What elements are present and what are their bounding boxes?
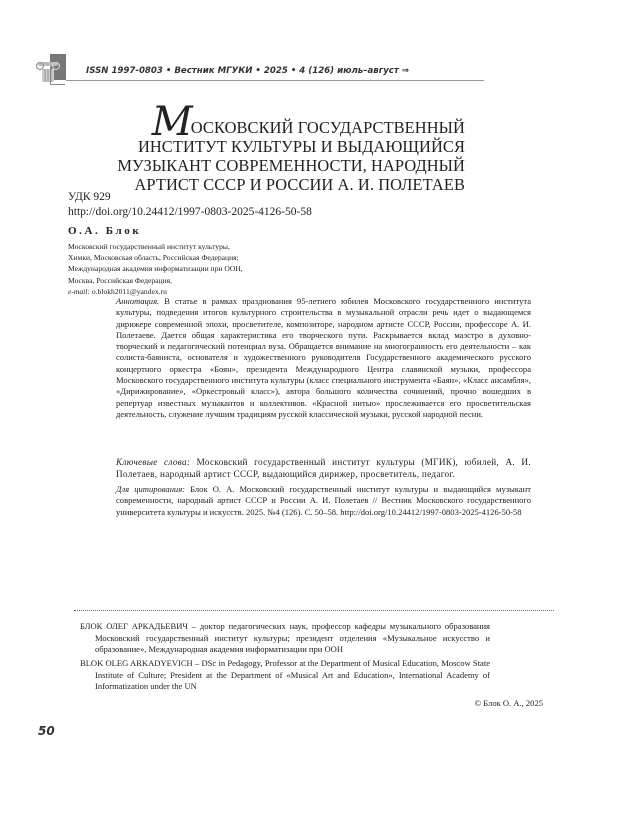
article-title: [117, 99, 465, 194]
affiliation-line: Международная академия информатизации при ООН,: [68, 264, 243, 274]
udk-block: [68, 190, 312, 220]
keywords-text: Московский государственный институт культуры (МГИК), юбилей, А. И. Полетаев, народный артист СССР, выдающийся дирижер, просветитель, педагог.: [116, 457, 531, 479]
keywords-label: Ключевые слова:: [116, 457, 191, 467]
page-number: 50: [38, 724, 55, 738]
author-bio-en: BLOK OLEG ARKADYEVICH – DSc in Pedagogy, Professor at the Department of Musical Education, Moscow State Institute of Culture; President at the Department of «Musical Art and Education», International Academy of Informatization under the UN: [80, 658, 490, 692]
email-label: e-mail:: [68, 286, 90, 296]
udk-code: УДК 929: [68, 191, 111, 203]
author-affiliation: [68, 241, 243, 297]
header-decoration: [50, 66, 65, 85]
title-line: ИНСТИТУТ КУЛЬТУРЫ И ВЫДАЮЩИЙСЯ: [137, 137, 465, 156]
title-line: ОСКОВСКИЙ ГОСУДАРСТВЕННЫЙ: [190, 118, 465, 137]
copyright: © Блок О. А., 2025: [474, 698, 543, 708]
citation-text: Блок О. А. Московский государственный институт культуры и выдающийся музыкант современности, народный артист СССР и России А. И. Полетаев // Вестник Московского государственного университета культуры и искусств. 2025. №4 (126). С. 50–58. http://doi.org/10.24412/1997-0803-2025-4126-50-58: [116, 484, 531, 517]
author-name: О.А. Блок: [68, 225, 142, 237]
affiliation-line: Химки, Московская область, Российская Федерация;: [68, 253, 239, 263]
running-head: ISSN 1997-0803 • Вестник МГУКИ • 2025 • 4 (126) июль–август ⇒: [86, 66, 410, 76]
title-line: МУЗЫКАНТ СОВРЕМЕННОСТИ, НАРОДНЫЙ: [117, 156, 465, 175]
header-rule: [66, 80, 484, 81]
email-link[interactable]: o.blokh2011@yandex.ru: [91, 286, 167, 296]
abstract-text: В статье в рамках празднования 95-летнего юбилея Московского государственного института культуры, подведения итогов культурного строительства в музыкальной отрасли речь идет о выдающемся дирижере современной эпохи, просветителе, композиторе, народном артисте СССР, России, профессоре А. И. Полетаеве. Дается общая характеристика его творческого пути. Раскрывается вклад маэстро в духовно-творческий и педагогический потенциал вуза. Обращается внимание на многогранность его деятельности – как солиста-баяниста, основателя и художественного руководителя Государственного академического русского концертного оркестра «Боян», президента Международного Центра славянской музыки, профессора Московского государственного института культуры (класс специального инструмента «Баян», «Класс ансамбля», «Дирижирование», «Оркестровый класс»), автора большого количества сочинений, прочно вошедших в репертуар известных музыкантов и коллективов. «Красной нитью» прослеживается его просветительская деятельность, служение лучшим традициям русской классической музыки, русской народной песни.: [116, 296, 531, 419]
citation: [116, 484, 531, 518]
keywords: [116, 456, 531, 480]
title-drop-cap: М: [151, 99, 193, 145]
citation-label: Для цитирования:: [116, 484, 186, 494]
abstract-label: Аннотация.: [116, 296, 160, 306]
title-line: АРТИСТ СССР И РОССИИ А. И. ПОЛЕТАЕВ: [134, 175, 465, 194]
footnote-divider: [74, 610, 554, 611]
affiliation-line: Московский государственный институт культуры,: [68, 242, 230, 251]
doi-link[interactable]: http://doi.org/10.24412/1997-0803-2025-4126-50-58: [68, 206, 312, 218]
author-bio-ru: БЛОК ОЛЕГ АРКАДЬЕВИЧ – доктор педагогических наук, профессор кафедры музыкального образования Московский государственный институт культуры; президент отделения «Музыкальное искусство и образование», Международная академия информатизации при ООН: [80, 621, 490, 655]
affiliation-line: Москва, Российская Федерация,: [68, 275, 173, 285]
abstract: [116, 296, 531, 420]
